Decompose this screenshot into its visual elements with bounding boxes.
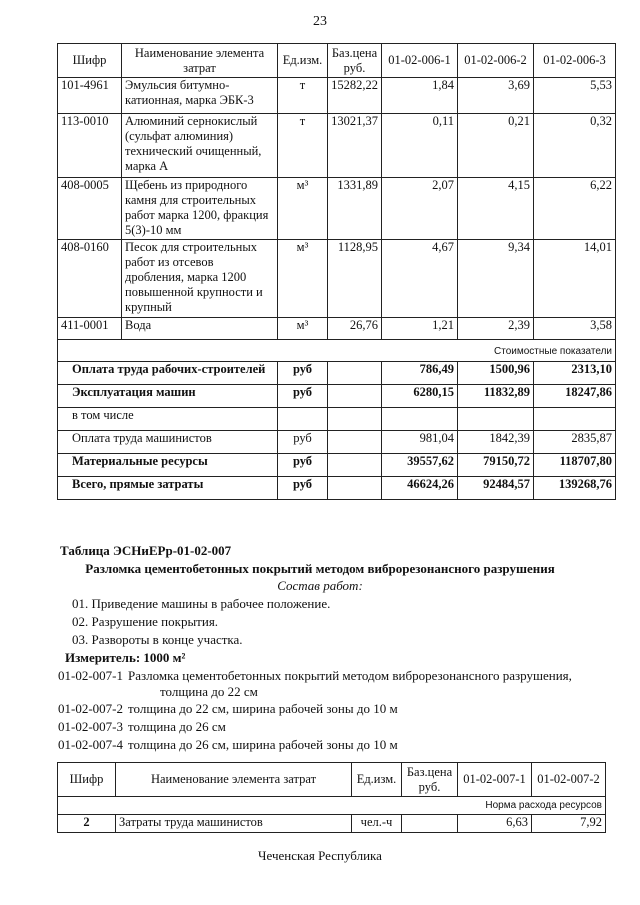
table-row bbox=[58, 318, 616, 340]
cell-v3: 6,22 bbox=[534, 178, 616, 240]
summary-name: в том числе bbox=[58, 408, 278, 431]
cell-v2: 3,69 bbox=[458, 78, 534, 114]
header-unit: Ед.изм. bbox=[278, 44, 328, 78]
work-item: 02. Разрушение покрытия. bbox=[72, 614, 219, 629]
cell-code: 411-0001 bbox=[58, 318, 122, 340]
table-row bbox=[58, 240, 616, 318]
header-col3: 01-02-006-3 bbox=[534, 44, 616, 78]
cell-v1: 1,84 bbox=[382, 78, 458, 114]
cell-v2: 2,39 bbox=[458, 318, 534, 340]
summary-row bbox=[58, 431, 616, 454]
cell-code: 408-0005 bbox=[58, 178, 122, 240]
header-col1: 01-02-007-1 bbox=[458, 763, 532, 797]
section-label: Стоимостные показатели bbox=[58, 340, 616, 362]
cell-v2: 9,34 bbox=[458, 240, 534, 318]
summary-v1: 786,49 bbox=[382, 362, 458, 385]
cell-price: 26,76 bbox=[328, 318, 382, 340]
header-price: Баз.цена руб. bbox=[328, 44, 382, 78]
cell-code: 408-0160 bbox=[58, 240, 122, 318]
summary-name: Материальные ресурсы bbox=[58, 454, 278, 477]
summary-v2: 92484,57 bbox=[458, 477, 534, 500]
cell-v1: 2,07 bbox=[382, 178, 458, 240]
cell-name: Щебень из природного камня для строительных работ марка 1200, фракция 5(3)-10 мм bbox=[122, 178, 278, 240]
cell-v1: 0,11 bbox=[382, 114, 458, 178]
cell-name: Алюминий сернокислый (сульфат алюминия) технический очищенный, марка А bbox=[122, 114, 278, 178]
summary-v1 bbox=[382, 408, 458, 431]
summary-v3 bbox=[534, 408, 616, 431]
cell-unit: чел.-ч bbox=[352, 815, 402, 833]
cell-code: 2 bbox=[58, 815, 116, 833]
cell-v2: 4,15 bbox=[458, 178, 534, 240]
table-header-row bbox=[58, 763, 606, 797]
cell-name: Эмульсия битумно-катионная, марка ЭБК-3 bbox=[122, 78, 278, 114]
code-desc-continued: толщина до 22 см bbox=[160, 684, 258, 699]
cell-unit: м³ bbox=[278, 240, 328, 318]
header-name: Наименование элемента затрат bbox=[116, 763, 352, 797]
cell-v1: 4,67 bbox=[382, 240, 458, 318]
code-number: 01-02-007-4 bbox=[58, 737, 123, 752]
cell-code: 101-4961 bbox=[58, 78, 122, 114]
cell-name: Вода bbox=[122, 318, 278, 340]
code-desc: Разломка цементобетонных покрытий методом виброрезонансного разрушения, bbox=[128, 668, 572, 683]
summary-v2: 11832,89 bbox=[458, 385, 534, 408]
page-number: 23 bbox=[313, 14, 327, 29]
summary-v3: 139268,76 bbox=[534, 477, 616, 500]
header-col2: 01-02-007-2 bbox=[532, 763, 606, 797]
table-header-row bbox=[58, 44, 616, 78]
cell-unit: т bbox=[278, 78, 328, 114]
summary-name: Оплата труда рабочих-строителей bbox=[58, 362, 278, 385]
section-row bbox=[58, 340, 616, 362]
summary-v2: 79150,72 bbox=[458, 454, 534, 477]
cell-v2: 7,92 bbox=[532, 815, 606, 833]
cell-price: 1128,95 bbox=[328, 240, 382, 318]
code-desc: толщина до 26 см, ширина рабочей зоны до 10 м bbox=[128, 737, 398, 752]
cell-code: 113-0010 bbox=[58, 114, 122, 178]
composition-label: Состав работ: bbox=[277, 578, 363, 593]
cell-name: Затраты труда машинистов bbox=[116, 815, 352, 833]
summary-unit: руб bbox=[278, 362, 328, 385]
summary-v3: 18247,86 bbox=[534, 385, 616, 408]
cell-v3: 5,53 bbox=[534, 78, 616, 114]
summary-v3: 2835,87 bbox=[534, 431, 616, 454]
table-row bbox=[58, 178, 616, 240]
cell-v3: 0,32 bbox=[534, 114, 616, 178]
cell-price: 1331,89 bbox=[328, 178, 382, 240]
cell-v1: 1,21 bbox=[382, 318, 458, 340]
summary-unit: руб bbox=[278, 477, 328, 500]
summary-row bbox=[58, 385, 616, 408]
header-price: Баз.цена руб. bbox=[402, 763, 458, 797]
cell-price: 13021,37 bbox=[328, 114, 382, 178]
summary-unit bbox=[278, 408, 328, 431]
summary-v1: 6280,15 bbox=[382, 385, 458, 408]
measure-unit: Измеритель: 1000 м² bbox=[65, 650, 186, 665]
summary-name: Оплата труда машинистов bbox=[58, 431, 278, 454]
work-item: 01. Приведение машины в рабочее положение. bbox=[72, 596, 331, 611]
header-name: Наименование элемента затрат bbox=[122, 44, 278, 78]
summary-unit: руб bbox=[278, 454, 328, 477]
summary-unit: руб bbox=[278, 431, 328, 454]
summary-v3: 2313,10 bbox=[534, 362, 616, 385]
header-code: Шифр bbox=[58, 763, 116, 797]
cell-unit: м³ bbox=[278, 178, 328, 240]
section-label: Норма расхода ресурсов bbox=[58, 797, 606, 815]
cell-name: Песок для строительных работ из отсевов дробления, марка 1200 повышенной крупности и крупный bbox=[122, 240, 278, 318]
summary-row bbox=[58, 408, 616, 431]
summary-row bbox=[58, 477, 616, 500]
summary-v2 bbox=[458, 408, 534, 431]
summary-v1: 981,04 bbox=[382, 431, 458, 454]
summary-v3: 118707,80 bbox=[534, 454, 616, 477]
labor-table bbox=[57, 762, 606, 833]
work-item: 03. Развороты в конце участка. bbox=[72, 632, 243, 647]
code-line bbox=[58, 668, 572, 684]
summary-name: Эксплуатация машин bbox=[58, 385, 278, 408]
summary-unit: руб bbox=[278, 385, 328, 408]
cell-v1: 6,63 bbox=[458, 815, 532, 833]
table-row bbox=[58, 815, 606, 833]
code-line bbox=[58, 737, 398, 753]
code-desc: толщина до 26 см bbox=[128, 719, 226, 734]
summary-v2: 1500,96 bbox=[458, 362, 534, 385]
cell-price: 15282,22 bbox=[328, 78, 382, 114]
summary-v1: 46624,26 bbox=[382, 477, 458, 500]
section-row bbox=[58, 797, 606, 815]
code-line bbox=[58, 719, 226, 735]
table-row bbox=[58, 114, 616, 178]
code-number: 01-02-007-3 bbox=[58, 719, 123, 734]
resources-table bbox=[57, 43, 616, 500]
cell-unit: м³ bbox=[278, 318, 328, 340]
header-code: Шифр bbox=[58, 44, 122, 78]
cell-unit: т bbox=[278, 114, 328, 178]
header-col1: 01-02-006-1 bbox=[382, 44, 458, 78]
code-line bbox=[58, 701, 398, 717]
summary-row bbox=[58, 454, 616, 477]
cell-v3: 14,01 bbox=[534, 240, 616, 318]
header-unit: Ед.изм. bbox=[352, 763, 402, 797]
cell-v2: 0,21 bbox=[458, 114, 534, 178]
header-col2: 01-02-006-2 bbox=[458, 44, 534, 78]
summary-v2: 1842,39 bbox=[458, 431, 534, 454]
cell-v3: 3,58 bbox=[534, 318, 616, 340]
summary-name: Всего, прямые затраты bbox=[58, 477, 278, 500]
summary-row bbox=[58, 362, 616, 385]
code-number: 01-02-007-1 bbox=[58, 668, 123, 683]
code-number: 01-02-007-2 bbox=[58, 701, 123, 716]
footer-region: Чеченская Республика bbox=[258, 848, 382, 863]
code-desc: толщина до 22 см, ширина рабочей зоны до 10 м bbox=[128, 701, 398, 716]
table-row bbox=[58, 78, 616, 114]
table2-subtitle: Разломка цементобетонных покрытий методом виброрезонансного разрушения bbox=[85, 561, 555, 576]
cell-price bbox=[402, 815, 458, 833]
table2-title: Таблица ЭСНиЕРр-01-02-007 bbox=[60, 543, 232, 558]
summary-v1: 39557,62 bbox=[382, 454, 458, 477]
